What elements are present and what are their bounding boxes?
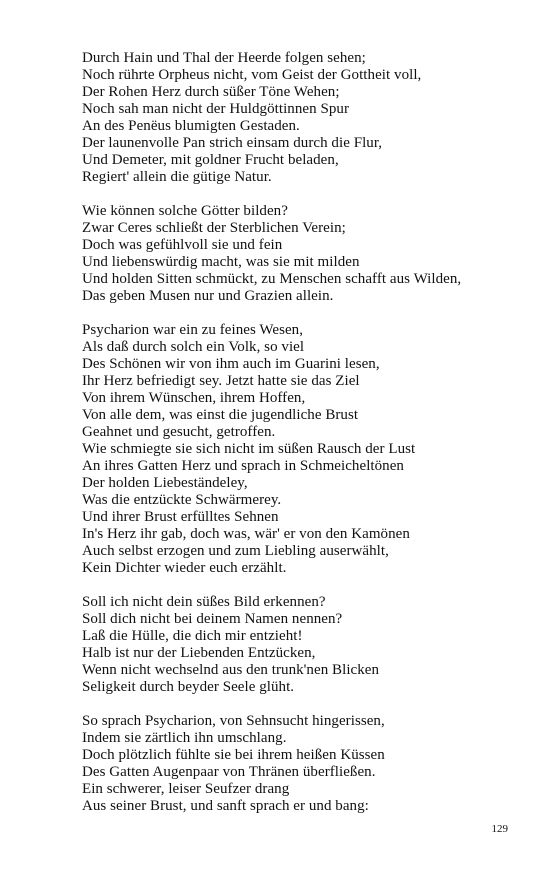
- verse-line: Doch plötzlich fühlte sie bei ihrem heißen Küssen: [82, 747, 385, 763]
- verse-line: Geahnet und gesucht, getroffen.: [82, 424, 276, 440]
- verse-line: Indem sie zärtlich ihn umschlang.: [82, 730, 287, 746]
- verse-line: Seligkeit durch beyder Seele glüht.: [82, 679, 295, 695]
- verse-line: Was die entzückte Schwärmerey.: [82, 492, 282, 508]
- verse-line: Auch selbst erzogen und zum Liebling auserwählt,: [82, 543, 389, 559]
- verse-line: Soll dich nicht bei deinem Namen nennen?: [82, 611, 343, 627]
- verse-line: Und Demeter, mit goldner Frucht beladen,: [82, 152, 339, 168]
- verse-line: Und ihrer Brust erfülltes Sehnen: [82, 509, 279, 525]
- verse-line: Das geben Musen nur und Grazien allein.: [82, 288, 334, 304]
- stanza-3: [82, 322, 522, 577]
- stanza-4: [82, 594, 522, 696]
- verse-line: Wenn nicht wechselnd aus den trunk'nen Blicken: [82, 662, 380, 678]
- verse-line: Doch was gefühlvoll sie und fein: [82, 237, 283, 253]
- verse-line: Aus seiner Brust, und sanft sprach er und bang:: [82, 798, 369, 814]
- verse-line: Psycharion war ein zu feines Wesen,: [82, 322, 304, 338]
- verse-line: Der launenvolle Pan strich einsam durch die Flur,: [82, 135, 383, 151]
- verse-line: Und liebenswürdig macht, was sie mit milden: [82, 254, 360, 270]
- verse-line: Kein Dichter wieder euch erzählt.: [82, 560, 287, 576]
- page-number: 129: [491, 823, 508, 835]
- verse-line: Zwar Ceres schließt der Sterblichen Verein;: [82, 220, 346, 236]
- verse-line: Des Gatten Augenpaar von Thränen überfließen.: [82, 764, 376, 780]
- verse-line: Soll ich nicht dein süßes Bild erkennen?: [82, 594, 326, 610]
- verse-line: So sprach Psycharion, von Sehnsucht hingerissen,: [82, 713, 385, 729]
- verse-line: Noch rührte Orpheus nicht, vom Geist der Gottheit voll,: [82, 67, 422, 83]
- verse-line: An des Penëus blumigten Gestaden.: [82, 118, 300, 134]
- verse-line: Des Schönen wir von ihm auch im Guarini lesen,: [82, 356, 380, 372]
- verse-line: Ihr Herz befriedigt sey. Jetzt hatte sie das Ziel: [82, 373, 360, 389]
- stanza-1: [82, 50, 522, 186]
- verse-line: Regiert' allein die gütige Natur.: [82, 169, 272, 185]
- verse-line: Von alle dem, was einst die jugendliche Brust: [82, 407, 359, 423]
- verse-line: Als daß durch solch ein Volk, so viel: [82, 339, 305, 355]
- verse-line: Durch Hain und Thal der Heerde folgen sehen;: [82, 50, 366, 66]
- verse-line: Ein schwerer, leiser Seufzer drang: [82, 781, 290, 797]
- verse-line: Wie schmiegte sie sich nicht im süßen Rausch der Lust: [82, 441, 416, 457]
- verse-line: In's Herz ihr gab, doch was, wär' er von den Kamönen: [82, 526, 410, 542]
- stanza-2: [82, 203, 522, 305]
- verse-line: Noch sah man nicht der Huldgöttinnen Spur: [82, 101, 350, 117]
- verse-line: Der holden Liebeständeley,: [82, 475, 248, 491]
- verse-line: Der Rohen Herz durch süßer Töne Wehen;: [82, 84, 340, 100]
- verse-line: Laß die Hülle, die dich mir entzieht!: [82, 628, 303, 644]
- verse-line: Und holden Sitten schmückt, zu Menschen schafft aus Wilden,: [82, 271, 462, 287]
- verse-line: Wie können solche Götter bilden?: [82, 203, 288, 219]
- stanza-5: [82, 713, 522, 815]
- verse-line: An ihres Gatten Herz und sprach in Schmeicheltönen: [82, 458, 404, 474]
- poem-text: [82, 50, 522, 832]
- verse-line: Halb ist nur der Liebenden Entzücken,: [82, 645, 316, 661]
- verse-line: Von ihrem Wünschen, ihrem Hoffen,: [82, 390, 306, 406]
